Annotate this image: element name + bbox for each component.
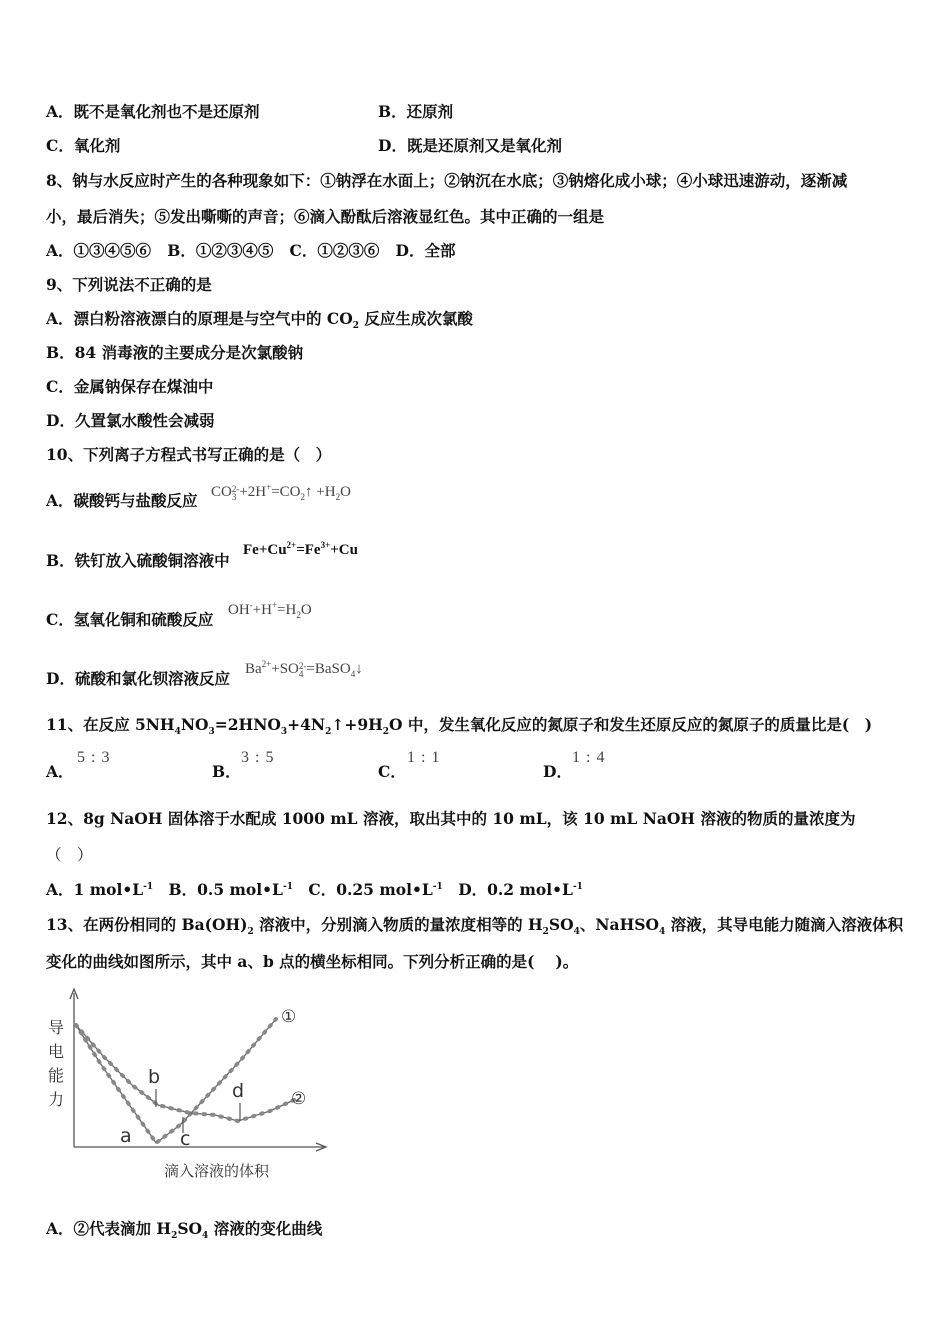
q10-option-d	[46, 669, 230, 689]
q9-option-c: C．金属钠保存在煤油中	[46, 377, 214, 396]
eq-charge: +	[266, 482, 272, 492]
q12-option-d: D．0.2 mol•L	[458, 880, 573, 899]
q11-stem	[46, 715, 873, 738]
q11-sub: 2	[325, 727, 332, 738]
q12-exp: -1	[143, 881, 154, 892]
q8-stem-line1: 8、钠与水反应时产生的各种现象如下：①钠浮在水面上；②钠沉在水底；③钠熔化成小球；④小球迅速游动，逐渐减	[46, 171, 848, 190]
point-a-label: a	[120, 1125, 132, 1147]
y-label-char: 能	[48, 1066, 65, 1085]
q10-c-label: C．氢氧化铜和硫酸反应	[46, 610, 214, 629]
q13-sub: 2	[247, 927, 254, 938]
q13-a-text: 溶液的变化曲线	[208, 1219, 323, 1238]
eq-charge: +	[271, 600, 278, 610]
eq-part: OH	[228, 602, 250, 618]
q11-text: O 中，发生氧化反应的氮原子和发生还原反应的氮原子的质量比是( )	[389, 715, 873, 734]
q9-a-sub: 2	[352, 321, 360, 332]
q11-option-a-label: A．	[46, 762, 74, 781]
eq-part: O	[300, 602, 312, 618]
q12-exp: -1	[282, 881, 293, 892]
q10-option-b	[46, 551, 230, 571]
eq-charge: 2+	[261, 659, 272, 669]
q11-text: +4N	[287, 715, 326, 734]
q9-a-text-end: 反应生成次氯酸	[359, 309, 473, 328]
q9-stem: 9、下列说法不正确的是	[46, 275, 212, 294]
eq-part: CO	[211, 484, 232, 500]
curve-1-label: ①	[281, 1007, 297, 1027]
q11-text: =2HNO	[214, 715, 281, 734]
q12-option-b: B．0.5 mol•L	[168, 880, 283, 899]
q12-options	[46, 880, 583, 900]
curve-1-dots	[76, 1019, 276, 1143]
eq-part: +SO	[271, 661, 299, 677]
q11-text: 11、在反应 5NH	[46, 715, 175, 734]
q11-sub: 2	[382, 727, 390, 738]
q11-option-c-label: C．	[378, 762, 406, 781]
q8-stem-line2: 小，最后消失；⑤发出嘶嘶的声音；⑥滴入酚酞后溶液显红色。其中正确的一组是	[46, 207, 605, 226]
q7-option-c: C．氧化剂	[46, 136, 121, 155]
curve-2	[76, 1025, 296, 1121]
q13-text: 、NaHSO	[579, 915, 659, 934]
q8-options: A．①③④⑤⑥ B．①②③④⑤ C．①②③⑥ D．全部	[46, 241, 456, 260]
point-b-label: b	[148, 1066, 161, 1088]
eq-part: O	[340, 484, 351, 500]
q10-b-label: B．铁钉放入硫酸铜溶液中	[46, 551, 230, 570]
q10-b-equation	[243, 540, 358, 560]
q9-option-b: B．84 消毒液的主要成分是次氯酸钠	[46, 343, 304, 362]
eq-part: +2H	[239, 484, 267, 500]
q13-sub: 4	[573, 927, 580, 938]
y-label-char: 导	[48, 1018, 65, 1037]
q13-option-a	[46, 1219, 323, 1242]
q10-d-equation	[245, 659, 363, 679]
q13-stem-line1	[46, 915, 904, 938]
q13-text: 溶液中，分别滴入物质的量浓度相等的 H	[253, 915, 543, 934]
eq-sub: 4	[298, 668, 304, 679]
eq-charge: -	[249, 600, 253, 610]
q12-exp: -1	[572, 881, 583, 892]
q11-sub: 4	[174, 727, 181, 738]
q13-sub: 4	[658, 927, 666, 938]
y-label-char: 电	[48, 1042, 65, 1061]
eq-part: Fe+Cu	[243, 542, 287, 558]
eq-part: Ba	[245, 661, 262, 677]
eq-sub: 3	[231, 491, 237, 502]
conductivity-figure	[40, 985, 340, 1185]
q11-text: NO	[180, 715, 209, 734]
q7-option-b: B．还原剂	[378, 102, 454, 121]
q11-option-d-value: 1 : 4	[572, 749, 606, 766]
eq-part: =CO	[271, 484, 301, 500]
curve-2-label: ②	[291, 1089, 307, 1109]
q13-a-text: SO	[177, 1219, 203, 1238]
q12-exp: -1	[432, 881, 443, 892]
q10-a-equation	[211, 482, 351, 502]
q9-a-text: A．漂白粉溶液漂白的原理是与空气中的 CO	[46, 309, 353, 328]
curve-2-dots	[76, 1025, 296, 1121]
q10-option-a	[46, 491, 198, 511]
q7-option-d: D．既是还原剂又是氧化剂	[378, 136, 562, 155]
eq-part: +Cu	[330, 542, 358, 558]
eq-charge: 3+	[320, 540, 331, 550]
q11-option-c-value: 1 : 1	[407, 749, 441, 766]
x-axis-label: 滴入溶液的体积	[164, 1162, 270, 1180]
q13-text: SO	[548, 915, 574, 934]
eq-charge: 2-	[231, 483, 240, 494]
q13-stem-line2: 变化的曲线如图所示，其中 a、b 点的横坐标相同。下列分析正确的是( )。	[46, 952, 579, 971]
q10-stem: 10、下列离子方程式书写正确的是（ ）	[46, 445, 332, 464]
eq-sub: 4	[350, 669, 356, 679]
curve-1	[76, 1019, 276, 1143]
q11-option-d-label: D．	[543, 762, 572, 781]
q12-option-a: A．1 mol•L	[46, 880, 144, 899]
eq-sub: 2	[335, 492, 341, 502]
q11-sub: 3	[208, 727, 215, 738]
y-label-char: 力	[48, 1090, 65, 1109]
q13-a-sub: 4	[202, 1231, 209, 1242]
q13-sub: 2	[542, 927, 549, 938]
eq-part: =H	[277, 602, 297, 618]
q11-option-a-value: 5 : 3	[77, 749, 111, 766]
eq-part: ↓	[355, 661, 363, 677]
eq-sub: 2	[296, 610, 301, 620]
q10-d-label: D．硫酸和氯化钡溶液反应	[46, 669, 230, 688]
q12-paren: （ ）	[46, 846, 93, 864]
q11-text: ↑+9H	[331, 715, 383, 734]
eq-part: +H	[252, 602, 272, 618]
q7-option-a: A．既不是氧化剂也不是还原剂	[46, 102, 260, 121]
q9-option-d: D．久置氯水酸性会减弱	[46, 411, 215, 430]
q13-text: 溶液，其导电能力随滴入溶液体积	[665, 915, 904, 934]
eq-sub: 2	[300, 492, 306, 502]
eq-charge: 2-	[298, 660, 307, 671]
eq-charge: 2+	[286, 540, 297, 550]
q11-option-b-value: 3 : 5	[241, 749, 275, 766]
q10-option-c	[46, 610, 213, 630]
eq-part: =Fe	[296, 542, 321, 558]
q9-option-a	[46, 309, 473, 332]
q12-stem: 12、8g NaOH 固体溶于水配成 1000 mL 溶液，取出其中的 10 mL，该 10 mL NaOH 溶液的物质的量浓度为	[46, 809, 856, 828]
q10-c-equation	[228, 600, 312, 620]
q11-sub: 3	[280, 727, 288, 738]
point-d-label: d	[232, 1080, 245, 1102]
q10-a-label: A．碳酸钙与盐酸反应	[46, 491, 198, 510]
q13-a-sub: 2	[171, 1231, 178, 1242]
q11-option-b-label: B．	[212, 762, 241, 781]
eq-part: =BaSO	[306, 661, 351, 677]
point-c-label: c	[180, 1128, 191, 1150]
q13-a-text: A．②代表滴加 H	[46, 1219, 172, 1238]
eq-part: ↑ +H	[305, 484, 336, 500]
q12-option-c: C．0.25 mol•L	[308, 880, 433, 899]
q13-text: 13、在两份相同的 Ba(OH)	[46, 915, 248, 934]
